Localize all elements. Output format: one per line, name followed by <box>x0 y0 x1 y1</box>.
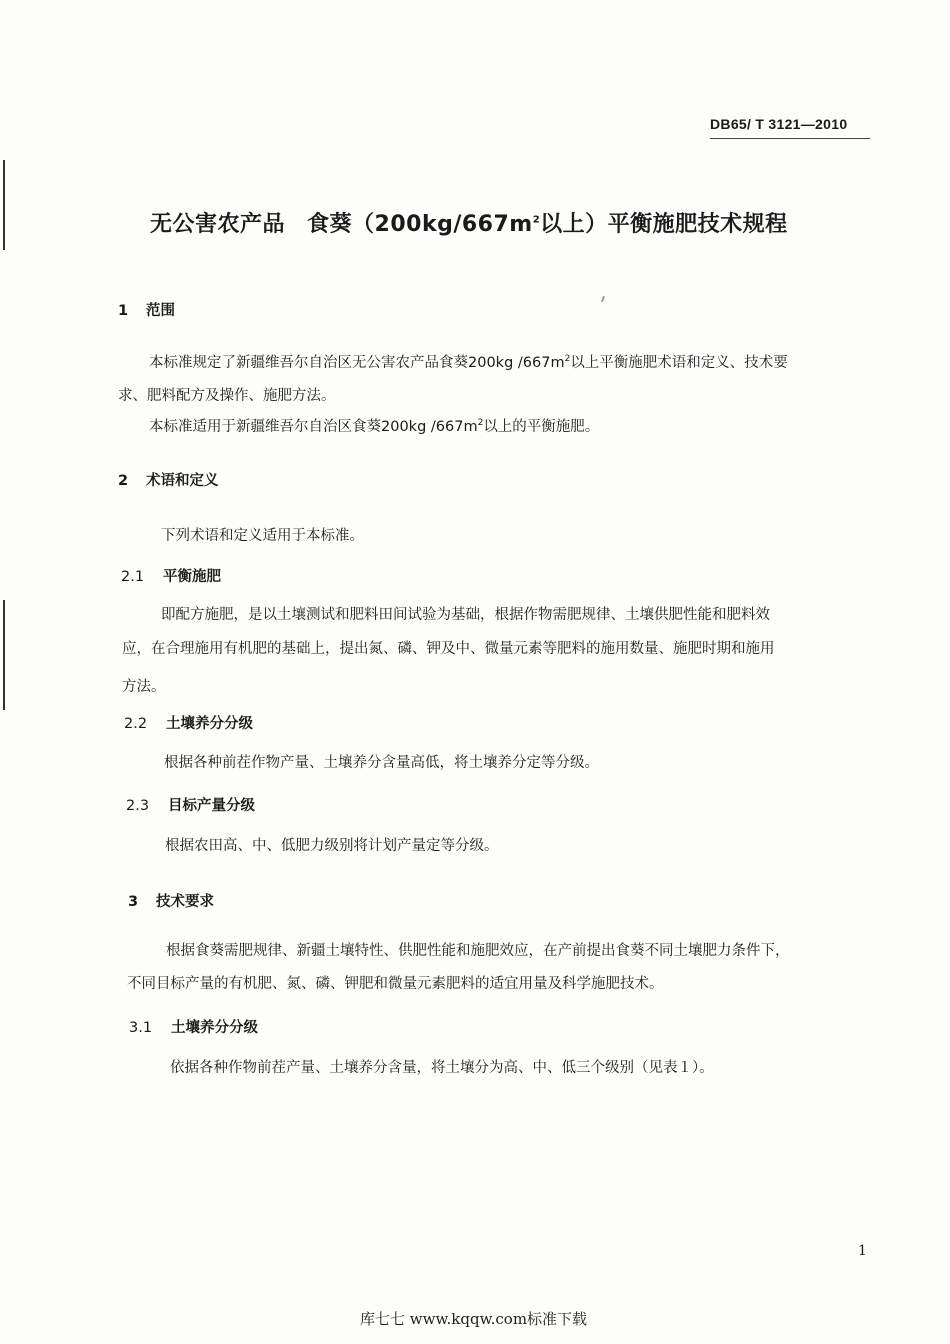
title-part3: 以上）平衡施肥技术规程 <box>540 212 788 237</box>
subsection-number: 2.3 <box>126 798 150 814</box>
subsection-title: 土壤养分分级 <box>166 716 253 732</box>
paragraph-continued: 不同目标产量的有机肥、氮、磷、钾肥和微量元素肥料的适宜用量及科学施肥技术。 <box>127 976 664 992</box>
standard-code-underline <box>710 138 870 139</box>
page-number: 1 <box>858 1243 867 1259</box>
paragraph-continued: 求、肥料配方及操作、施肥方法。 <box>118 388 336 404</box>
paragraph-continued: 方法。 <box>122 679 166 695</box>
section-number: 2 <box>118 473 129 489</box>
section-title: 技术要求 <box>156 894 214 910</box>
paragraph: 根据各种前茬作物产量、土壤养分含量高低，将土壤养分定等分级。 <box>164 755 599 771</box>
subsection-3-1-heading <box>129 1016 258 1037</box>
text-span: 本标准适用于新疆维吾尔自治区食葵200kg /667m <box>149 419 478 435</box>
paragraph: 根据农田高、中、低肥力级别将计划产量定等分级。 <box>165 838 499 854</box>
document-title <box>150 207 788 238</box>
subsection-title: 目标产量分级 <box>168 798 255 814</box>
text-span: 以上的平衡施肥。 <box>483 419 600 435</box>
paragraph <box>149 351 788 372</box>
section-number: 1 <box>118 303 129 319</box>
text-span: 本标准规定了新疆维吾尔自治区无公害农产品食葵200kg /667m <box>149 355 565 371</box>
watermark-footer: 库七七 www.kqqw.com标准下载 <box>360 1310 588 1328</box>
subsection-2-1-heading <box>121 565 221 586</box>
paragraph: 根据食葵需肥规律、新疆土壤特性、供肥性能和施肥效应，在产前提出食葵不同土壤肥力条件下， <box>166 943 790 959</box>
subsection-number: 3.1 <box>129 1020 153 1036</box>
section-title: 范围 <box>146 303 175 319</box>
subsection-2-3-heading <box>126 794 255 815</box>
subsection-number: 2.2 <box>124 716 148 732</box>
scan-edge <box>3 160 5 250</box>
subsection-title: 平衡施肥 <box>163 569 221 585</box>
superscript: 2 <box>477 418 484 429</box>
title-part2: 食葵（200kg/667m <box>307 212 533 237</box>
section-title: 术语和定义 <box>146 473 219 489</box>
subsection-title: 土壤养分分级 <box>171 1020 258 1036</box>
paragraph-continued: 应，在合理施用有机肥的基础上，提出氮、磷、钾及中、微量元素等肥料的施用数量、施肥时期和施用 <box>122 641 775 657</box>
section-2-heading <box>118 469 219 490</box>
scan-mark <box>601 296 605 302</box>
paragraph: 即配方施肥，是以土壤测试和肥料田间试验为基础，根据作物需肥规律、土壤供肥性能和肥料效 <box>161 607 770 623</box>
standard-code <box>710 116 847 132</box>
paragraph <box>149 415 599 436</box>
section-3-heading <box>128 890 214 911</box>
section-1-heading <box>118 299 175 320</box>
paragraph: 下列术语和定义适用于本标准。 <box>161 528 364 544</box>
scan-edge <box>3 600 5 710</box>
subsection-2-2-heading <box>124 712 253 733</box>
text-span: 以上平衡施肥术语和定义、技术要 <box>570 355 788 371</box>
title-part1: 无公害农产品 <box>150 212 286 237</box>
section-number: 3 <box>128 894 139 910</box>
subsection-number: 2.1 <box>121 569 145 585</box>
title-superscript: 2 <box>532 214 541 226</box>
paragraph: 依据各种作物前茬产量、土壤养分含量，将土壤分为高、中、低三个级别（见表１）。 <box>170 1060 714 1076</box>
standard-code-text: DB65/ T 3121—2010 <box>710 116 848 132</box>
superscript: 2 <box>564 354 571 365</box>
